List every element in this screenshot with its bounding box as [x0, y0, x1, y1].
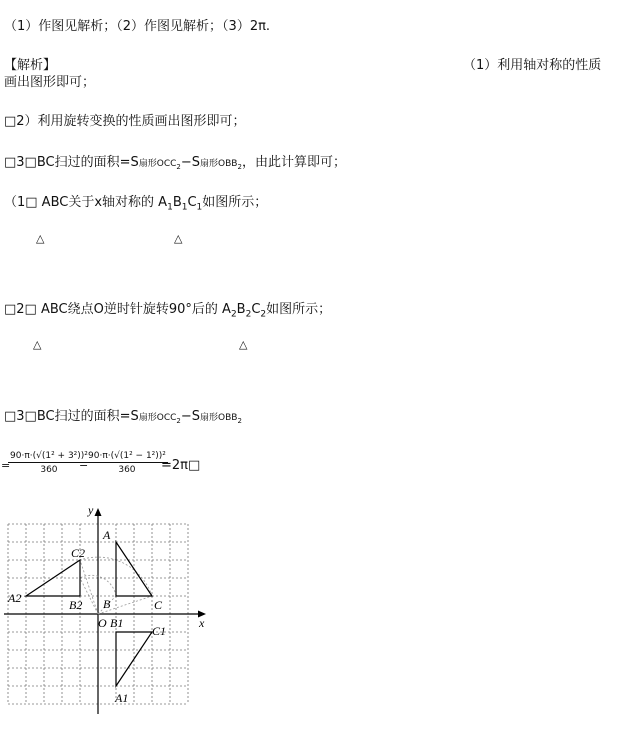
fraction-1: $\frac{\text{90·π·(√(1² + 3²))²}}{360}$ [10, 451, 88, 475]
triangle-symbol: △ [33, 338, 42, 351]
hint-1: （1）利用轴对称的性质 [463, 58, 602, 73]
minus-sign: − [79, 459, 89, 472]
hint-3: □3□BC扫过的面积=S扇形$OCC_2-S$扇形$OBB_2$，由此计算即可； [4, 155, 346, 171]
answer-line: （1）作图见解析；（2）作图见解析；（3）2π. [4, 19, 271, 34]
point-a2-label: A2 [8, 591, 22, 605]
solution-1: （1□ ABC关于x轴对称的 $A_1B_1C_1$如图所示； [4, 195, 268, 213]
triangle-symbol: △ [239, 338, 248, 351]
fraction-2: $\frac{\text{90·π·(√(1² − 1²))²}}{360}$ [88, 451, 166, 475]
point-c1-label: C1 [152, 624, 167, 638]
point-b1-label: B1 [110, 616, 124, 630]
point-b-label: B [103, 597, 111, 611]
hint-1-cont: 画出图形即可； [4, 75, 96, 90]
point-b2-label: B2 [69, 598, 83, 612]
point-a1-label: A1 [115, 691, 129, 705]
coordinate-graph [0, 500, 230, 730]
triangle-a2b2c2 [26, 560, 80, 596]
solution-2: □2□ ABC绕点O逆时针旋转90°后的 $A_2B_2C_2$如图所示； [4, 302, 332, 320]
analysis-heading: 【解析】 [4, 58, 57, 73]
hint-2: □2）利用旋转变换的性质画出图形即可； [4, 114, 246, 129]
eq-result: =2π□ [161, 458, 201, 473]
eq-prefix: = [1, 459, 11, 472]
x-axis-label: x [199, 616, 205, 630]
point-c-label: C [154, 598, 163, 612]
point-c2-label: C2 [71, 546, 86, 560]
triangle-abc [116, 542, 152, 596]
triangle-symbol: △ [36, 232, 45, 245]
solution-3: □3□BC扫过的面积=S扇形$OCC_2-S$扇形$OBB_2$ [4, 409, 242, 425]
y-axis-label: y [88, 503, 94, 517]
triangle-symbol: △ [174, 232, 183, 245]
y-axis-arrow [95, 508, 102, 516]
point-a-label: A [103, 528, 111, 542]
origin-label: O [98, 616, 107, 630]
